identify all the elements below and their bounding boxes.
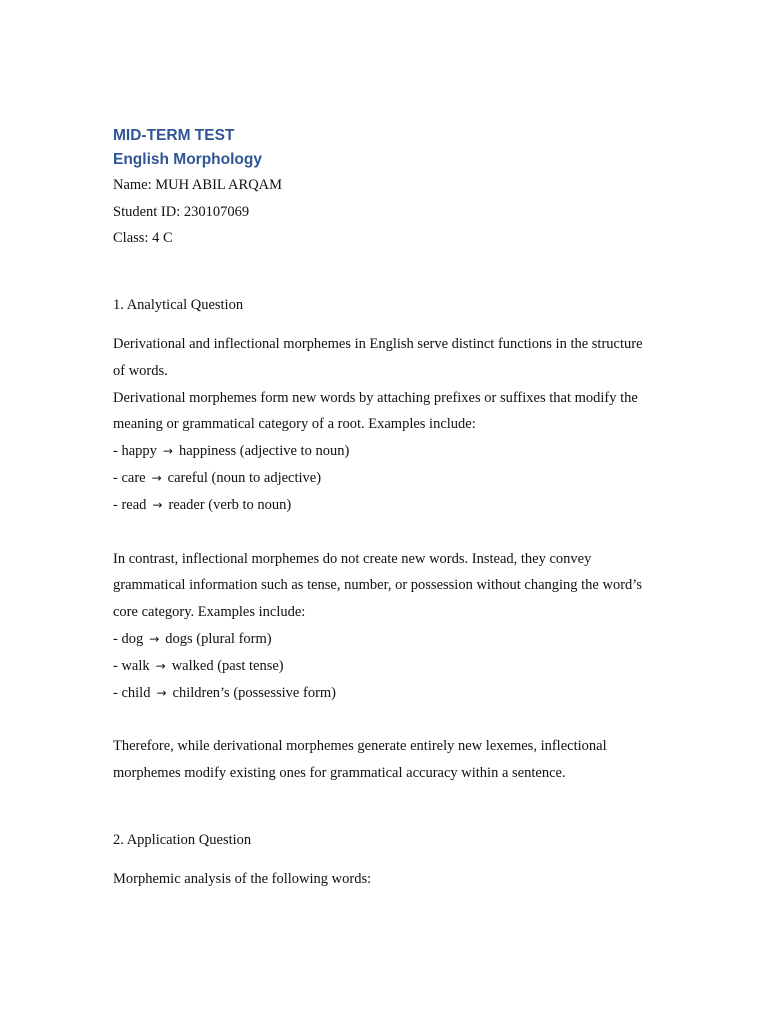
list-item [113, 626, 653, 653]
arrow-icon: → [151, 470, 162, 485]
example-from: - care [113, 469, 146, 486]
list-item [113, 680, 653, 707]
q2-title: 2. Application Question [113, 831, 252, 848]
example-to: reader (verb to noun) [168, 496, 292, 513]
arrow-icon: → [162, 444, 173, 459]
example-from: - read [113, 496, 147, 513]
student-info [113, 172, 653, 252]
q1-derivational-text: Derivational morphemes form new words by attaching prefixes or suffixes that modify the meaning or grammatical category of a root. Examples include: [113, 389, 638, 433]
example-from: - child [113, 684, 151, 701]
list-item [113, 465, 653, 492]
derivational-examples [113, 438, 653, 518]
example-from: - walk [113, 657, 150, 674]
q2-intro: Morphemic analysis of the following words: [113, 871, 372, 888]
example-to: children’s (possessive form) [172, 684, 337, 701]
arrow-icon: → [149, 631, 160, 646]
list-item [113, 492, 653, 519]
example-to: careful (noun to adjective) [167, 469, 322, 486]
arrow-icon: → [156, 685, 167, 700]
document-title: MID-TERM TEST [113, 127, 235, 144]
student-class: Class: 4 C [113, 230, 173, 246]
example-to: happiness (adjective to noun) [178, 443, 350, 460]
student-id: Student ID: 230107069 [113, 203, 250, 220]
q2-body [113, 866, 653, 893]
example-from: - dog [113, 630, 144, 647]
q1-conclusion: Therefore, while derivational morphemes generate entirely new lexemes, inflectional morphemes modify existing ones for grammatical accuracy within a sentence. [113, 738, 607, 782]
arrow-icon: → [152, 497, 163, 512]
example-from: - happy [113, 443, 157, 460]
student-name: Name: MUH ABIL ARQAM [113, 177, 283, 193]
arrow-icon: → [155, 658, 166, 673]
q1-intro: Derivational and inflectional morphemes in English serve distinct functions in the structure of words. [113, 336, 643, 379]
example-to: dogs (plural form) [165, 630, 272, 647]
list-item [113, 438, 653, 465]
document-subtitle: English Morphology [113, 151, 262, 168]
q1-inflectional-text: In contrast, inflectional morphemes do not create new words. Instead, they convey grammatical information such as tense, number, or possession without changing the word’s core category. Examples include: [113, 550, 642, 621]
list-item [113, 653, 653, 680]
q1-body [113, 331, 653, 787]
q1-title: 1. Analytical Question [113, 296, 244, 313]
example-to: walked (past tense) [171, 657, 284, 674]
inflectional-examples [113, 626, 653, 706]
document-page [113, 124, 653, 893]
